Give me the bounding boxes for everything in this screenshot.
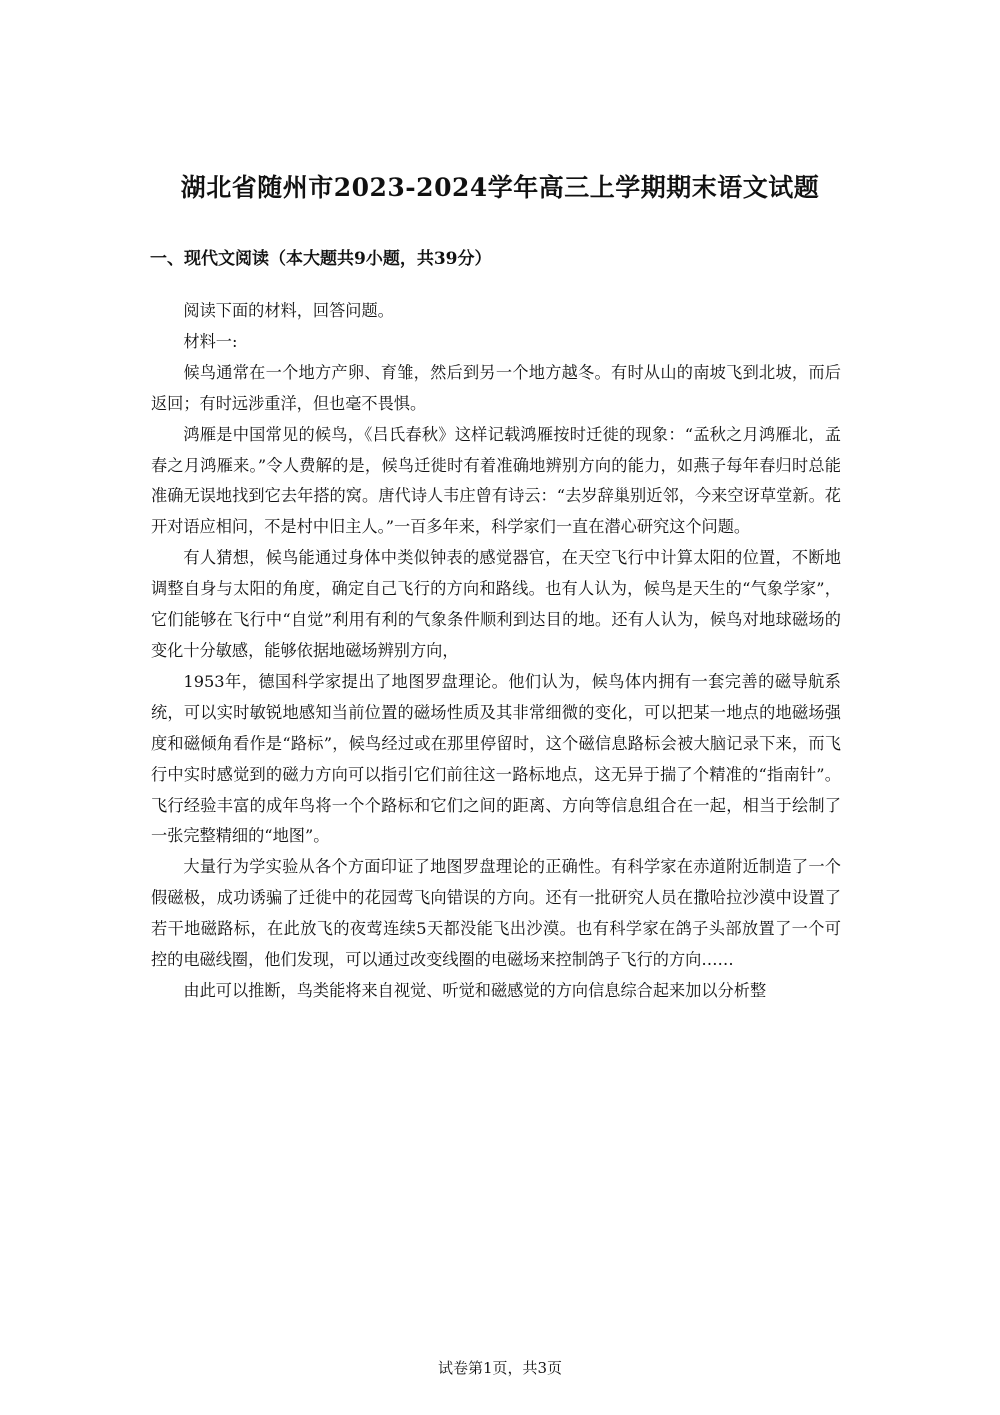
document-title: 湖北省随州市2023-2024学年高三上学期期末语文试题 [180,173,820,202]
passage-paragraph: 候鸟通常在一个地方产卵、育雏，然后到另一个地方越冬。有时从山的南坡飞到北坡，而后返回；有时远涉重洋，但也毫不畏惧。 [151,362,841,413]
instruction-paragraph: 阅读下面的材料，回答问题。 [183,301,394,320]
section-heading: 一、现代文阅读（本大题共9小题，共39分） [150,249,492,269]
reading-passage [151,296,841,1007]
passage-paragraph: 有人猜想，候鸟能通过身体中类似钟表的感觉器官，在天空飞行中计算太阳的位置，不断地调整自身与太阳的角度，确定自己飞行的方向和路线。也有人认为，候鸟是天生的“气象学家”，它们能够在飞行中“自觉”利用有利的气象条件顺利到达目的地。还有人认为，候鸟对地球磁场的变化十分敏感，能够依据地磁场辨别方向， [151,548,841,660]
passage-paragraph: 鸿雁是中国常见的候鸟，《吕氏春秋》这样记载鸿雁按时迁徙的现象：“孟秋之月鸿雁北，孟春之月鸿雁来。”令人费解的是，候鸟迁徙时有着准确地辨别方向的能力，如燕子每年春归时总能准确无误地找到它去年搭的窝。唐代诗人韦庄曾有诗云：“去岁辞巢别近邻，今来空讶草堂新。花开对语应相问，不是村中旧主人。”一百多年来，科学家们一直在潜心研究这个问题。 [151,424,841,537]
passage-paragraph: 由此可以推断，鸟类能将来自视觉、听觉和磁感觉的方向信息综合起来加以分析整 [183,980,767,1000]
material-label: 材料一: [183,331,238,351]
passage-paragraph: 1953年，德国科学家提出了地图罗盘理论。他们认为，候鸟体内拥有一套完善的磁导航系统，可以实时敏锐地感知当前位置的磁场性质及其非常细微的变化，可以把某一地点的地磁场强度和磁倾角看作是“路标”，候鸟经过或在那里停留时，这个磁信息路标会被大脑记录下来，而飞行中实时感觉到的磁力方向可以指引它们前往这一路标地点，这无异于揣了个精准的“指南针”。飞行经验丰富的成年鸟将一个个路标和它们之间的距离、方向等信息组合在一起，相当于绘制了一张完整精细的“地图”。 [151,671,841,846]
passage-paragraph: 大量行为学实验从各个方面印证了地图罗盘理论的正确性。有科学家在赤道附近制造了一个假磁极，成功诱骗了迁徙中的花园莺飞向错误的方向。还有一批研究人员在撒哈拉沙漠中设置了若干地磁路标，在此放飞的夜莺连续5天都没能飞出沙漠。也有科学家在鸽子头部放置了一个可控的电磁线圈，他们发现，可以通过改变线圈的电磁场来控制鸽子飞行的方向…… [151,857,841,970]
page-footer: 试卷第1页，共3页 [437,1359,563,1377]
